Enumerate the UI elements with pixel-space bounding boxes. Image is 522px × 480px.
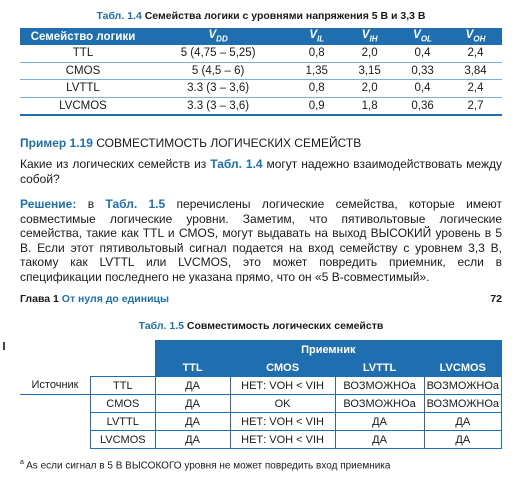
table-cell: ВОЗМОЖНОa bbox=[335, 377, 424, 395]
table-1-number: Табл. 1.4 bbox=[96, 10, 142, 22]
blank-cell bbox=[20, 395, 91, 413]
vih-cell: 1,8 bbox=[343, 97, 396, 115]
family-cell: CMOS bbox=[20, 62, 146, 80]
blank-corner bbox=[20, 341, 155, 359]
question-text-end: могут надежно взаимодействовать между собой? bbox=[20, 157, 503, 186]
table-footnote bbox=[20, 459, 390, 471]
table-1-title: Семейства логики с уровнями напряжения 5 В и 3,3 В bbox=[144, 10, 426, 22]
table-row bbox=[20, 377, 502, 395]
table-1-caption bbox=[0, 10, 522, 22]
family-cell: TTL bbox=[20, 45, 146, 62]
vil-cell: 1,35 bbox=[290, 62, 343, 80]
table-2-reference[interactable]: Табл. 1.5 bbox=[105, 197, 166, 211]
vil-cell: 0,8 bbox=[290, 45, 343, 62]
page-number: 72 bbox=[490, 293, 502, 305]
table-2-number: Табл. 1.5 bbox=[138, 320, 184, 332]
row-name: LVTTL bbox=[91, 413, 156, 431]
row-name: CMOS bbox=[91, 395, 156, 413]
row-name: LVCMOS bbox=[91, 431, 156, 449]
footnote-mark: a bbox=[20, 459, 24, 466]
table-row bbox=[20, 45, 502, 62]
vol-cell: 0,36 bbox=[396, 97, 449, 115]
table-row bbox=[20, 80, 502, 98]
col-ttl: TTL bbox=[155, 359, 230, 377]
margin-mark bbox=[3, 342, 5, 350]
col-cmos: CMOS bbox=[230, 359, 335, 377]
table-2-title: Совместимость логических семейств bbox=[186, 320, 384, 332]
source-label: Источник bbox=[20, 377, 91, 395]
table-row bbox=[20, 413, 502, 431]
col-lvttl: LVTTL bbox=[335, 359, 424, 377]
table-cell: ВОЗМОЖНОa bbox=[424, 395, 501, 413]
receiver-header-row bbox=[20, 341, 502, 359]
vol-cell: 0,33 bbox=[396, 62, 449, 80]
table-cell: ДА bbox=[155, 395, 230, 413]
column-header-row bbox=[20, 359, 502, 377]
header-family: Семейство логики bbox=[20, 28, 146, 45]
table-row bbox=[20, 97, 502, 115]
header-vdd: $V_{DD}$ bbox=[146, 28, 290, 45]
vdd-cell: 3.3 (3 – 3,6) bbox=[146, 80, 290, 98]
voh-cell: 2,4 bbox=[449, 45, 502, 62]
table-cell: ДА bbox=[335, 413, 424, 431]
table-cell: ВОЗМОЖНОa bbox=[424, 377, 501, 395]
voh-cell: 2,4 bbox=[449, 80, 502, 98]
table-cell: ДА bbox=[424, 413, 501, 431]
chapter-title: От нуля до единицы bbox=[61, 293, 169, 305]
vih-cell: 2,0 bbox=[343, 45, 396, 62]
table-header-row bbox=[20, 28, 502, 45]
example-label: Пример 1.19 bbox=[20, 136, 93, 150]
question-text: Какие из логических семейств из bbox=[20, 157, 211, 171]
solution-text-end: перечислены логические семейства, которые имеют совместимые логические уровни. Заметим, что пятивольтовые логические семейства, такие как TTL и CMOS, могут выдавать на выход ВЫСОКИЙ уровень в 5 В. Если этот пятивольтовый сигнал подается на вход семейству с уровнем 3,3 В, такому как LVTTL или LVCMOS, это может повредить приемник, если в спецификации последнего не указана прямо, что он «5 В-совместимый». bbox=[20, 197, 503, 284]
chapter-number: Глава 1 bbox=[20, 293, 59, 305]
compatibility-table bbox=[20, 340, 502, 449]
row-name: TTL bbox=[91, 377, 156, 395]
vih-cell: 3,15 bbox=[343, 62, 396, 80]
table-row bbox=[20, 431, 502, 449]
vil-cell: 0,9 bbox=[290, 97, 343, 115]
table-cell: ДА bbox=[155, 413, 230, 431]
table-cell: НЕТ: VOH < VIH bbox=[230, 413, 335, 431]
vdd-cell: 5 (4,5 – 6) bbox=[146, 62, 290, 80]
header-vil: $V_{IL}$ bbox=[290, 28, 343, 45]
table-row bbox=[20, 395, 502, 413]
chapter-footer bbox=[20, 293, 169, 305]
table-cell: OK bbox=[230, 395, 335, 413]
solution-paragraph bbox=[20, 197, 502, 284]
example-title: СОВМЕСТИМОСТЬ ЛОГИЧЕСКИХ СЕМЕЙСТВ bbox=[96, 136, 362, 150]
vdd-cell: 3.3 (3 – 3,6) bbox=[146, 97, 290, 115]
table-cell: НЕТ: VOH < VIH bbox=[230, 377, 335, 395]
family-cell: LVTTL bbox=[20, 80, 146, 98]
vdd-cell: 5 (4,75 – 5,25) bbox=[146, 45, 290, 62]
table-cell: ДА bbox=[155, 431, 230, 449]
table-cell: ДА bbox=[335, 431, 424, 449]
solution-text: в bbox=[76, 197, 106, 211]
table-cell: ДА bbox=[424, 431, 501, 449]
solution-label: Решение: bbox=[20, 197, 77, 211]
family-cell: LVCMOS bbox=[20, 97, 146, 115]
vil-cell: 0,8 bbox=[290, 80, 343, 98]
receiver-header: Приемник bbox=[155, 341, 501, 359]
voh-cell: 2,7 bbox=[449, 97, 502, 115]
question-paragraph bbox=[20, 157, 502, 186]
table-2-caption bbox=[0, 320, 522, 332]
blank-cell bbox=[20, 431, 91, 449]
vol-cell: 0,4 bbox=[396, 45, 449, 62]
table-cell: НЕТ: VOH < VIH bbox=[230, 431, 335, 449]
example-heading bbox=[20, 136, 361, 150]
col-lvcmos: LVCMOS bbox=[424, 359, 501, 377]
header-vol: $V_{OL}$ bbox=[396, 28, 449, 45]
header-vih: $V_{IH}$ bbox=[343, 28, 396, 45]
header-voh: $V_{OH}$ bbox=[449, 28, 502, 45]
blank-cell bbox=[20, 413, 91, 431]
vol-cell: 0,4 bbox=[396, 80, 449, 98]
table-1-reference[interactable]: Табл. 1.4 bbox=[210, 157, 263, 171]
table-cell: ВОЗМОЖНОa bbox=[335, 395, 424, 413]
logic-families-table bbox=[20, 28, 502, 116]
blank-corner bbox=[20, 359, 155, 377]
footnote-text: As если сигнал в 5 В ВЫСОКОГО уровня не может повредить вход приемника bbox=[23, 460, 391, 472]
table-row bbox=[20, 62, 502, 80]
vih-cell: 2,0 bbox=[343, 80, 396, 98]
table-cell: ДА bbox=[155, 377, 230, 395]
voh-cell: 3,84 bbox=[449, 62, 502, 80]
